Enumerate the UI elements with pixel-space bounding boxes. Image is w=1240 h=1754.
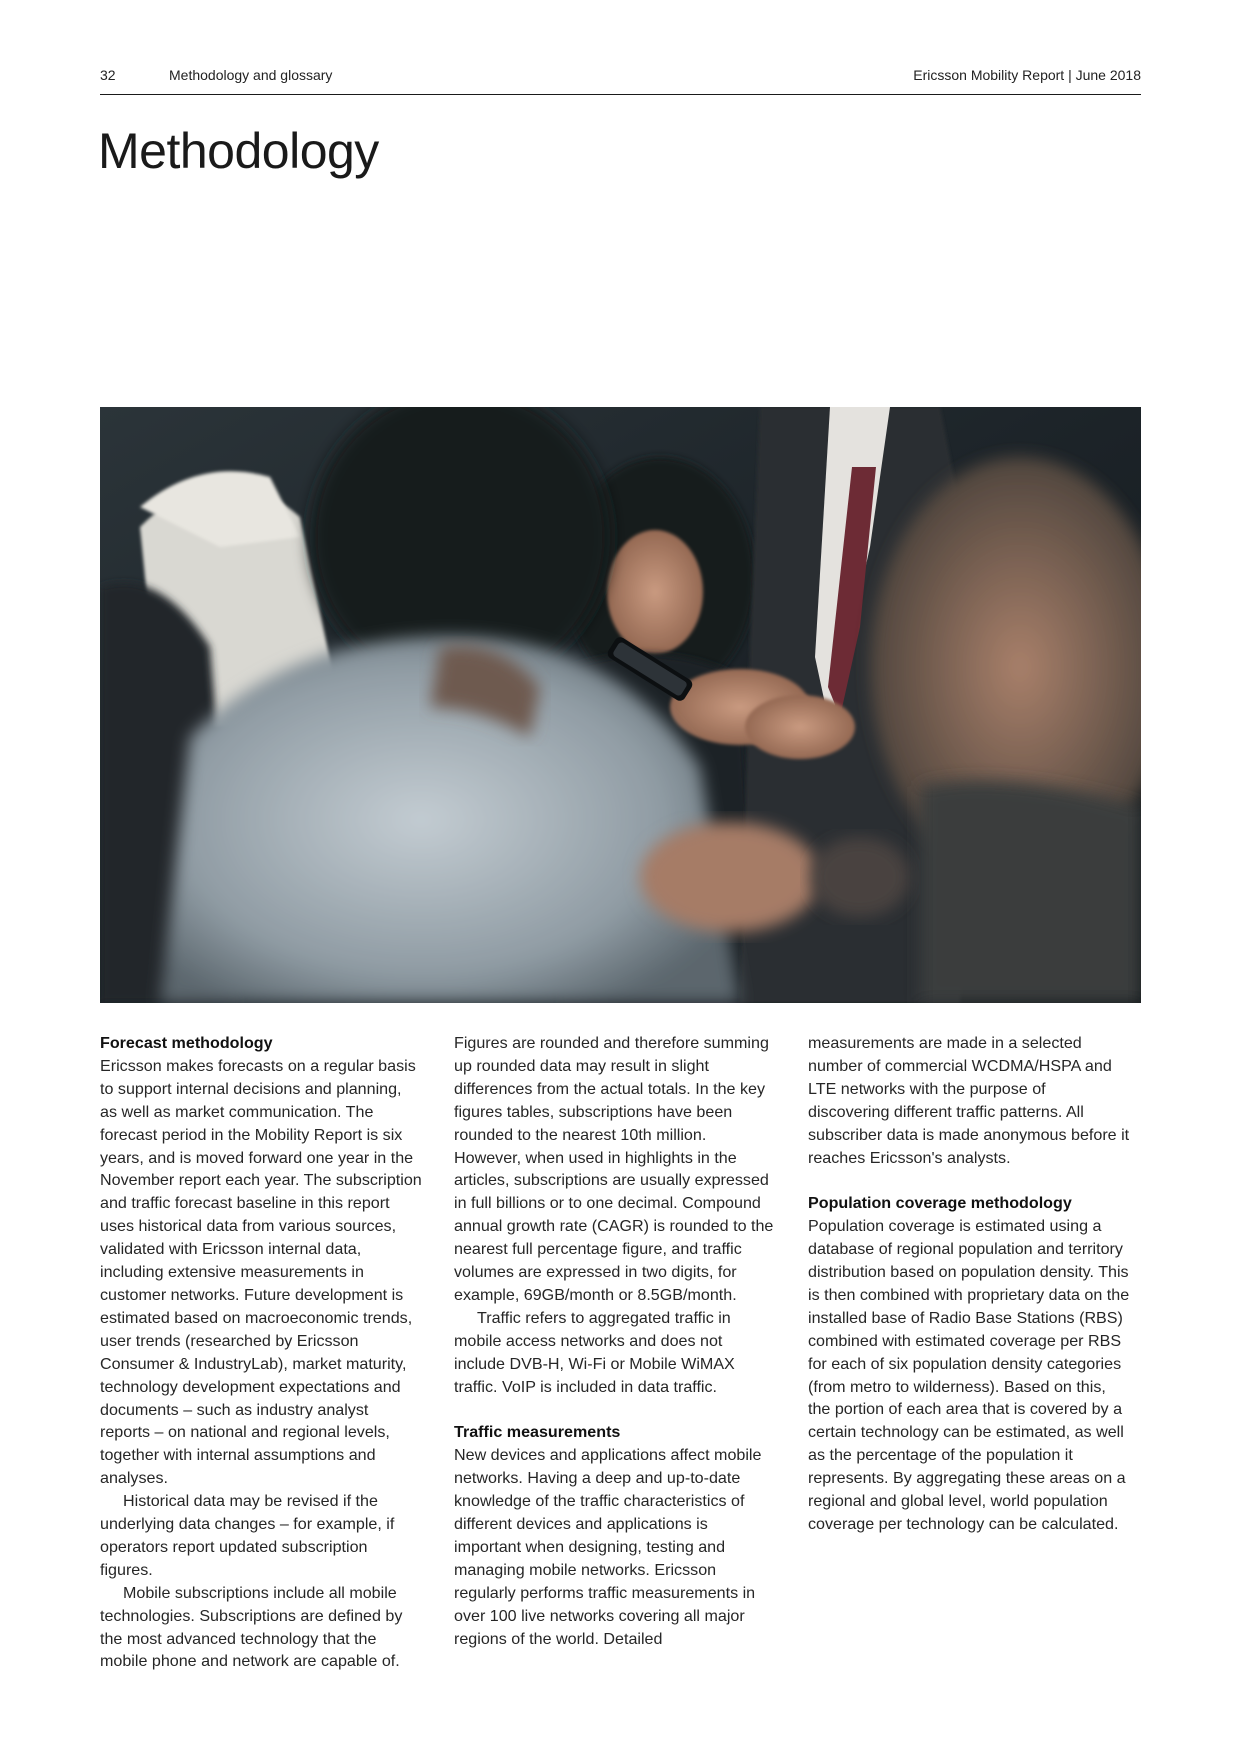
report-title: Ericsson Mobility Report | June 2018 xyxy=(913,67,1141,83)
paragraph: Traffic refers to aggregated traffic in mobile access networks and does not include DVB-H, Wi-Fi or Mobile WiMAX traffic. VoIP is included in data traffic. xyxy=(454,1308,735,1396)
paragraph: New devices and applications affect mobile networks. Having a deep and up-to-date knowledge of the traffic characteristics of different devices and applications is important when designing, testing and managing mobile networks. Ericsson regularly performs traffic measurements in over 100 live networks covering all major regions of the world. Detailed xyxy=(454,1446,762,1648)
page-number: 32 xyxy=(100,67,116,83)
paragraph: Ericsson makes forecasts on a regular basis to support internal decisions and planning, as well as market communication. The forecast period in the Mobility Report is six years, and is moved forward one year in the November report each year. The subscription and traffic forecast baseline in this report uses historical data from various sources, validated with Ericsson internal data, including extensive measurements in customer networks. Future development is estimated based on macroeconomic trends, user trends (researched by Ericsson Consumer & IndustryLab), market maturity, technology development expectations and documents – such as industry analyst reports – on national and regional levels, together with internal assumptions and analyses. xyxy=(100,1056,422,1488)
column-2 xyxy=(454,1032,776,1650)
traffic-measurements-heading: Traffic measurements xyxy=(454,1423,621,1442)
page-title: Methodology xyxy=(98,123,379,179)
page-header xyxy=(100,64,1141,95)
paragraph: Historical data may be revised if the underlying data changes – for example, if operators report updated subscription figures. xyxy=(100,1492,395,1579)
paragraph: measurements are made in a selected number of commercial WCDMA/HSPA and LTE networks with the purpose of discovering different traffic patterns. All subscriber data is made anonymous before it reaches Ericsson's analysts. xyxy=(808,1034,1130,1167)
population-coverage-heading: Population coverage methodology xyxy=(808,1194,1072,1213)
photo-illustration xyxy=(100,407,1141,1003)
column-3 xyxy=(808,1032,1130,1536)
crowd-smartphone-photo xyxy=(100,407,1141,1003)
paragraph: Population coverage is estimated using a database of regional population and territory distribution based on population density. This is then combined with proprietary data on the installed base of Radio Base Stations (RBS) combined with estimated coverage per RBS for each of six population density categories (from metro to wilderness). Based on this, the portion of each area that is covered by a certain technology can be estimated, as well as the percentage of the population it represents. By aggregating these areas on a regional and global level, world population coverage per technology can be calculated. xyxy=(808,1217,1130,1534)
paragraph: Mobile subscriptions include all mobile technologies. Subscriptions are defined by the most advanced technology that the mobile phone and network are capable of. xyxy=(100,1583,403,1671)
column-1 xyxy=(100,1032,422,1673)
forecast-methodology-heading: Forecast methodology xyxy=(100,1034,273,1052)
section-title: Methodology and glossary xyxy=(169,67,333,83)
paragraph: Figures are rounded and therefore summing up rounded data may result in slight differences from the actual totals. In the key figures tables, subscriptions have been rounded to the nearest 10th million. However, when used in highlights in the articles, subscriptions are usually expressed in full billions or to one decimal. Compound annual growth rate (CAGR) is rounded to the nearest full percentage figure, and traffic volumes are expressed in two digits, for example, 69GB/month or 8.5GB/month. xyxy=(454,1034,774,1304)
